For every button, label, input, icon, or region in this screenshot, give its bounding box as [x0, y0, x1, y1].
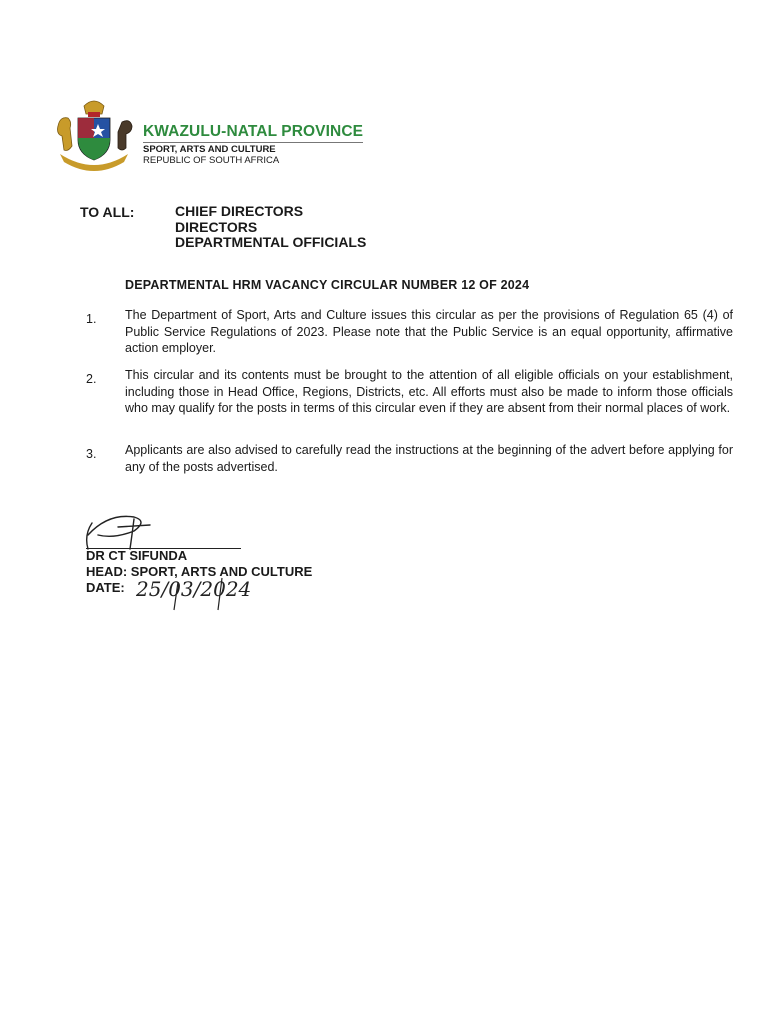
recipient-item: DIRECTORS — [175, 218, 258, 235]
signatory-title: HEAD: SPORT, ARTS AND CULTURE — [86, 564, 313, 579]
department-name: SPORT, ARTS AND CULTURE — [143, 144, 276, 155]
recipient-list — [175, 204, 366, 251]
signatory-name: DR CT SIFUNDA — [86, 548, 188, 563]
handwritten-date — [130, 568, 280, 612]
letterhead-divider — [143, 142, 363, 143]
circular-title: DEPARTMENTAL HRM VACANCY CIRCULAR NUMBER 12 OF 2024 — [125, 278, 530, 292]
province-name: KWAZULU-NATAL PROVINCE — [143, 123, 364, 140]
paragraph-number: 3. — [86, 447, 97, 461]
paragraph-number: 2. — [86, 372, 97, 386]
paragraph-number: 1. — [86, 312, 97, 326]
handwritten-date-text: 25/03/2024 — [136, 577, 252, 601]
to-all-label: TO ALL: — [80, 204, 135, 220]
recipient-item: CHIEF DIRECTORS — [175, 203, 304, 219]
paragraph-text: The Department of Sport, Arts and Culture issues this circular as per the provisions of Regulation 65 (4) of Public Service Regulations of 2023. Please note that the Public Service is an equal opportunity, affirmative action employer. — [125, 308, 733, 355]
country-name: REPUBLIC OF SOUTH AFRICA — [143, 155, 280, 166]
date-label: DATE: — [86, 580, 125, 595]
recipient-item: DEPARTMENTAL OFFICIALS — [175, 234, 367, 250]
provincial-coat-of-arms-icon — [52, 96, 136, 174]
paragraph-text: This circular and its contents must be brought to the attention of all eligible officials on your establishment, including those in Head Office, Regions, Districts, etc. All efforts must also be made to inform those officials who may qualify for the posts in terms of this circular even if they are absent from their normal places of work. — [125, 368, 733, 415]
paragraph-text: Applicants are also advised to carefully read the instructions at the beginning of the advert before applying for any of the posts advertised. — [125, 443, 733, 474]
